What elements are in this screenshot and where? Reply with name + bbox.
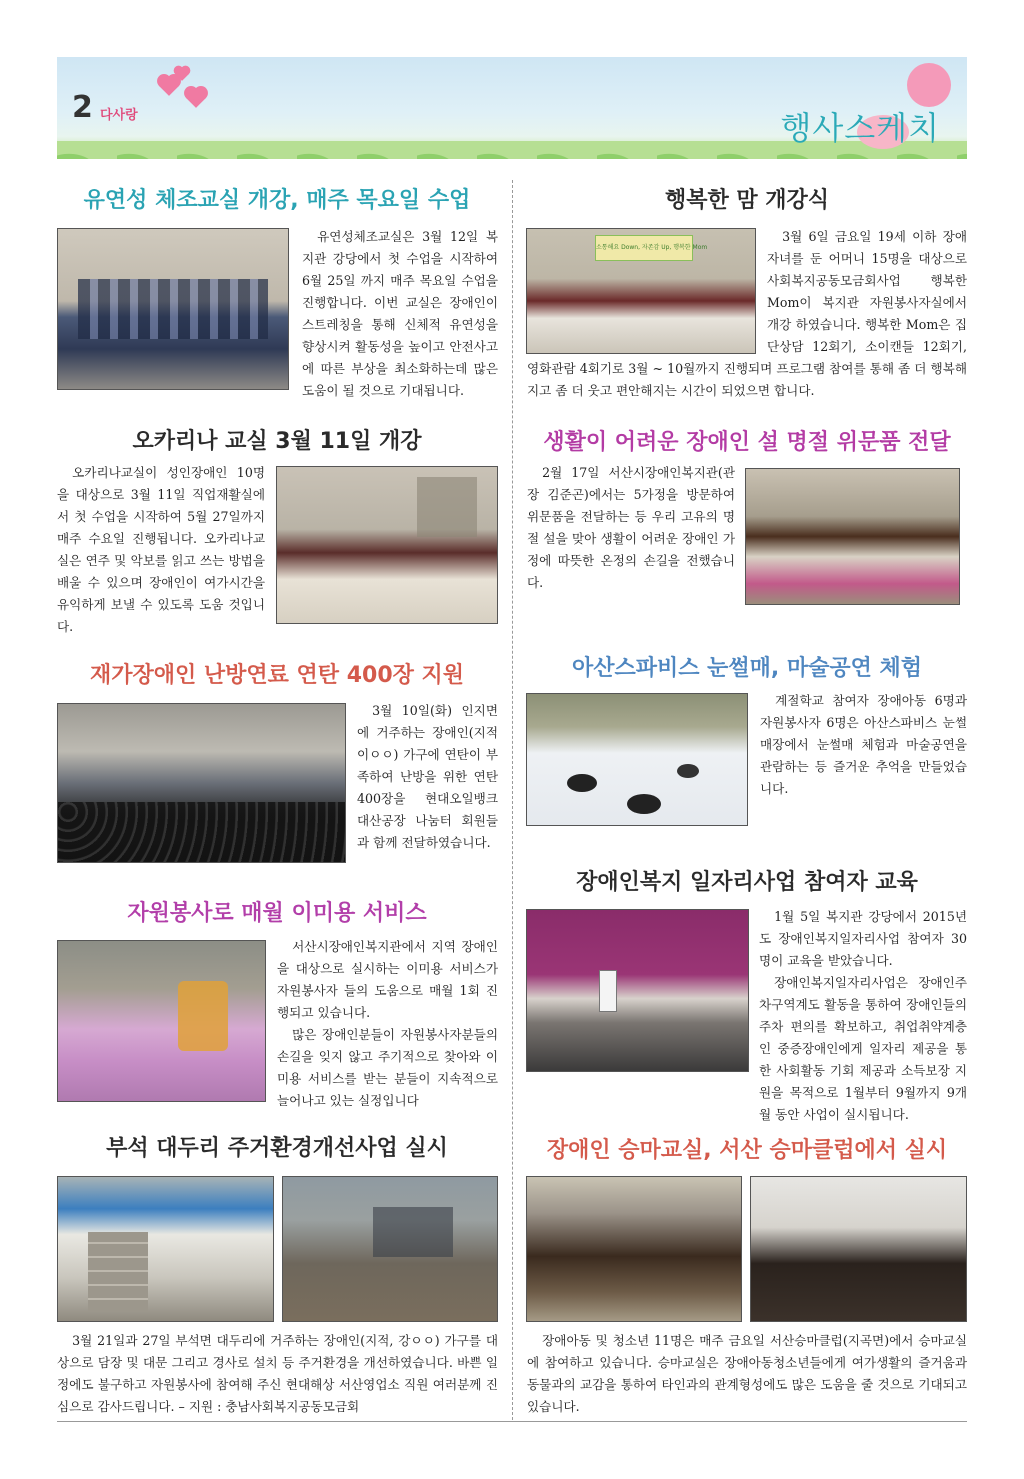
- article-text: 서산시장애인복지관에서 지역 장애인을 대상으로 실시하는 이미용 서비스가 자원봉사자 들의 도움으로 매월 1회 진행되고 있습니다.: [277, 939, 498, 1020]
- heart-icon: [186, 88, 206, 108]
- heart-icon: [159, 76, 179, 96]
- section-title: 행사스케치: [780, 109, 940, 147]
- article-text: 장애인복지일자리사업은 장애인주차구역계도 활동을 통하여 장애인들의 주차 편의를 확보하고, 취업취약계층인 중증장애인에게 일자리 제공을 통한 사회활동 기회 제공과 소득보장 지원을 목적으로 1월부터 9월까지 9개월 동안 사업이 실시됩니다.: [759, 975, 967, 1122]
- article-title: 유연성 체조교실 개강, 매주 목요일 수업: [83, 188, 471, 213]
- article-text: 유연성체조교실은 3월 12일 복지관 강당에서 첫 수업을 시작하여 6월 25일 까지 매주 목요일 수업을 진행합니다. 이번 교실은 장애인이 스트레칭을 통해 신체적 유연성을 향상시켜 활동성을 높이고 안전사고에 따른 부상을 최소화하는데 많은 도움이 될 것으로 기대됩니다.: [302, 229, 498, 398]
- article-title: 장애인 승마교실, 서산 승마클럽에서 실시: [546, 1138, 948, 1163]
- article-text: 3월 6일 금요일 19세 이하 장애자녀를 둔 어머니 15명을 대상으로 사회복지공동모금회사업 행복한 Mom이 복지관 자원봉사자실에서 개강 하였습니다. 행복한 Mom은 집단상담 12회기, 소이캔들 12회기, 영화관람 4회기로 3월 ~ 10월까지 진행되며 프로그램 참여를 통해 좀 더 행복해지고 좀 더 웃고 편안해지는 시간이 되었으면 합니다.: [527, 229, 967, 398]
- article-photo: [57, 228, 289, 390]
- column-divider: [512, 180, 513, 1420]
- article-body: [759, 972, 967, 1122]
- article-title: 행복한 맘 개강식: [664, 188, 830, 213]
- article-text: 1월 5일 복지관 강당에서 2015년도 장애인복지일자리사업 참여자 30명이 교육을 받았습니다.: [759, 909, 967, 968]
- hot-air-balloon-icon: [907, 63, 951, 107]
- article-photo: [526, 693, 748, 826]
- article-body: [527, 462, 735, 594]
- article-text: 오카리나교실이 성인장애인 10명을 대상으로 3월 11일 직업재활실에서 첫 수업을 시작하여 5월 27일까지 매주 수요일 진행됩니다. 오카리나교실은 연주 및 악보를 읽고 쓰는 방법을 배울 수 있으며 장애인이 여가시간을 유익하게 보낼 수 있도록 도움 것입니다.: [57, 465, 265, 634]
- article-body: [527, 1330, 967, 1418]
- article-text: 3월 10일(화) 인지면에 거주하는 장애인(지적 이ㅇㅇ) 가구에 연탄이 부족하여 난방을 위한 연탄 400장을 현대오일뱅크 대산공장 나눔터 회원들과 함께 전달하였습니다.: [357, 703, 498, 850]
- article-photo: [526, 909, 749, 1072]
- article-photo: [745, 468, 960, 605]
- article-body: [57, 1330, 498, 1418]
- footer-rule: [57, 1421, 967, 1422]
- article-title: 생활이 어려운 장애인 설 명절 위문품 전달: [543, 430, 951, 455]
- article-body: [57, 462, 265, 638]
- article-text: 계절학교 참여자 장애아동 6명과 자원봉사자 6명은 아산스파비스 눈썰매장에서 눈썰매 체험과 마술공연을 관람하는 등 즐거운 추억을 만들었습니다.: [760, 693, 967, 796]
- article-text: 3월 21일과 27일 부석면 대두리에 거주하는 장애인(지적, 강ㅇㅇ) 가구를 대상으로 담장 및 대문 그리고 경사로 설치 등 주거환경을 개선하였습니다. 바쁜 일정에도 불구하고 자원봉사에 참여해 주신 현대해상 서산영업소 직원 여러분께 진심으로 감사드립니다.: [57, 1333, 498, 1414]
- article-body: [760, 690, 967, 800]
- article-title: 자원봉사로 매월 이미용 서비스: [127, 901, 427, 926]
- article-photo: [750, 1176, 967, 1322]
- article-text: 2월 17일 서산시장애인복지관(관장 김준곤)에서는 5가정을 방문하여 위문품을 전달하는 등 우리 고유의 명절 설을 맞아 생활이 어려운 장애인 가정에 따뜻한 온정의 손길을 전했습니다.: [527, 465, 735, 590]
- article-text: 많은 장애인분들이 자원봉사자분들의 손길을 잊지 않고 주기적으로 찾아와 이미용 서비스를 받는 분들이 지속적으로 늘어나고 있는 실정입니다: [277, 1027, 498, 1108]
- article-body: [357, 700, 498, 854]
- article-photo: [526, 1176, 742, 1322]
- article-photo: [282, 1176, 498, 1322]
- credit-text: – 지원 : 충남사회복지공동모금회: [178, 1399, 360, 1414]
- article-title: 재가장애인 난방연료 연탄 400장 지원: [89, 663, 465, 688]
- article-photo: [57, 703, 346, 863]
- article-title: 오카리나 교실 3월 11일 개강: [132, 429, 422, 454]
- article-photo: [57, 940, 266, 1102]
- article-photo: [276, 466, 498, 624]
- page-number: 2: [72, 90, 93, 125]
- brand-logo-text: 다사랑: [100, 108, 138, 123]
- article-title: 아산스파비스 눈썰매, 마술공연 체험: [571, 656, 923, 681]
- article-title: 장애인복지 일자리사업 참여자 교육: [576, 870, 918, 895]
- event-banner: 소통해요 Down, 자존감 Up, 행복한 Mom: [595, 235, 693, 261]
- article-text: 장애아동 및 청소년 11명은 매주 금요일 서산승마클럽(지곡면)에서 승마교실에 참여하고 있습니다. 승마교실은 장애아동청소년들에게 여가생활의 즐거움과 동물과의 교감을 통하여 타인과의 관계형성에도 많은 도움을 줄 것으로 기대되고 있습니다.: [527, 1333, 967, 1414]
- article-title: 부석 대두리 주거환경개선사업 실시: [106, 1136, 448, 1161]
- article-photo: [57, 1176, 274, 1322]
- article-body: [277, 936, 498, 1112]
- article-body: [302, 226, 498, 402]
- article-body: [527, 226, 967, 402]
- article-body: [759, 906, 967, 972]
- article-text: [57, 1330, 498, 1418]
